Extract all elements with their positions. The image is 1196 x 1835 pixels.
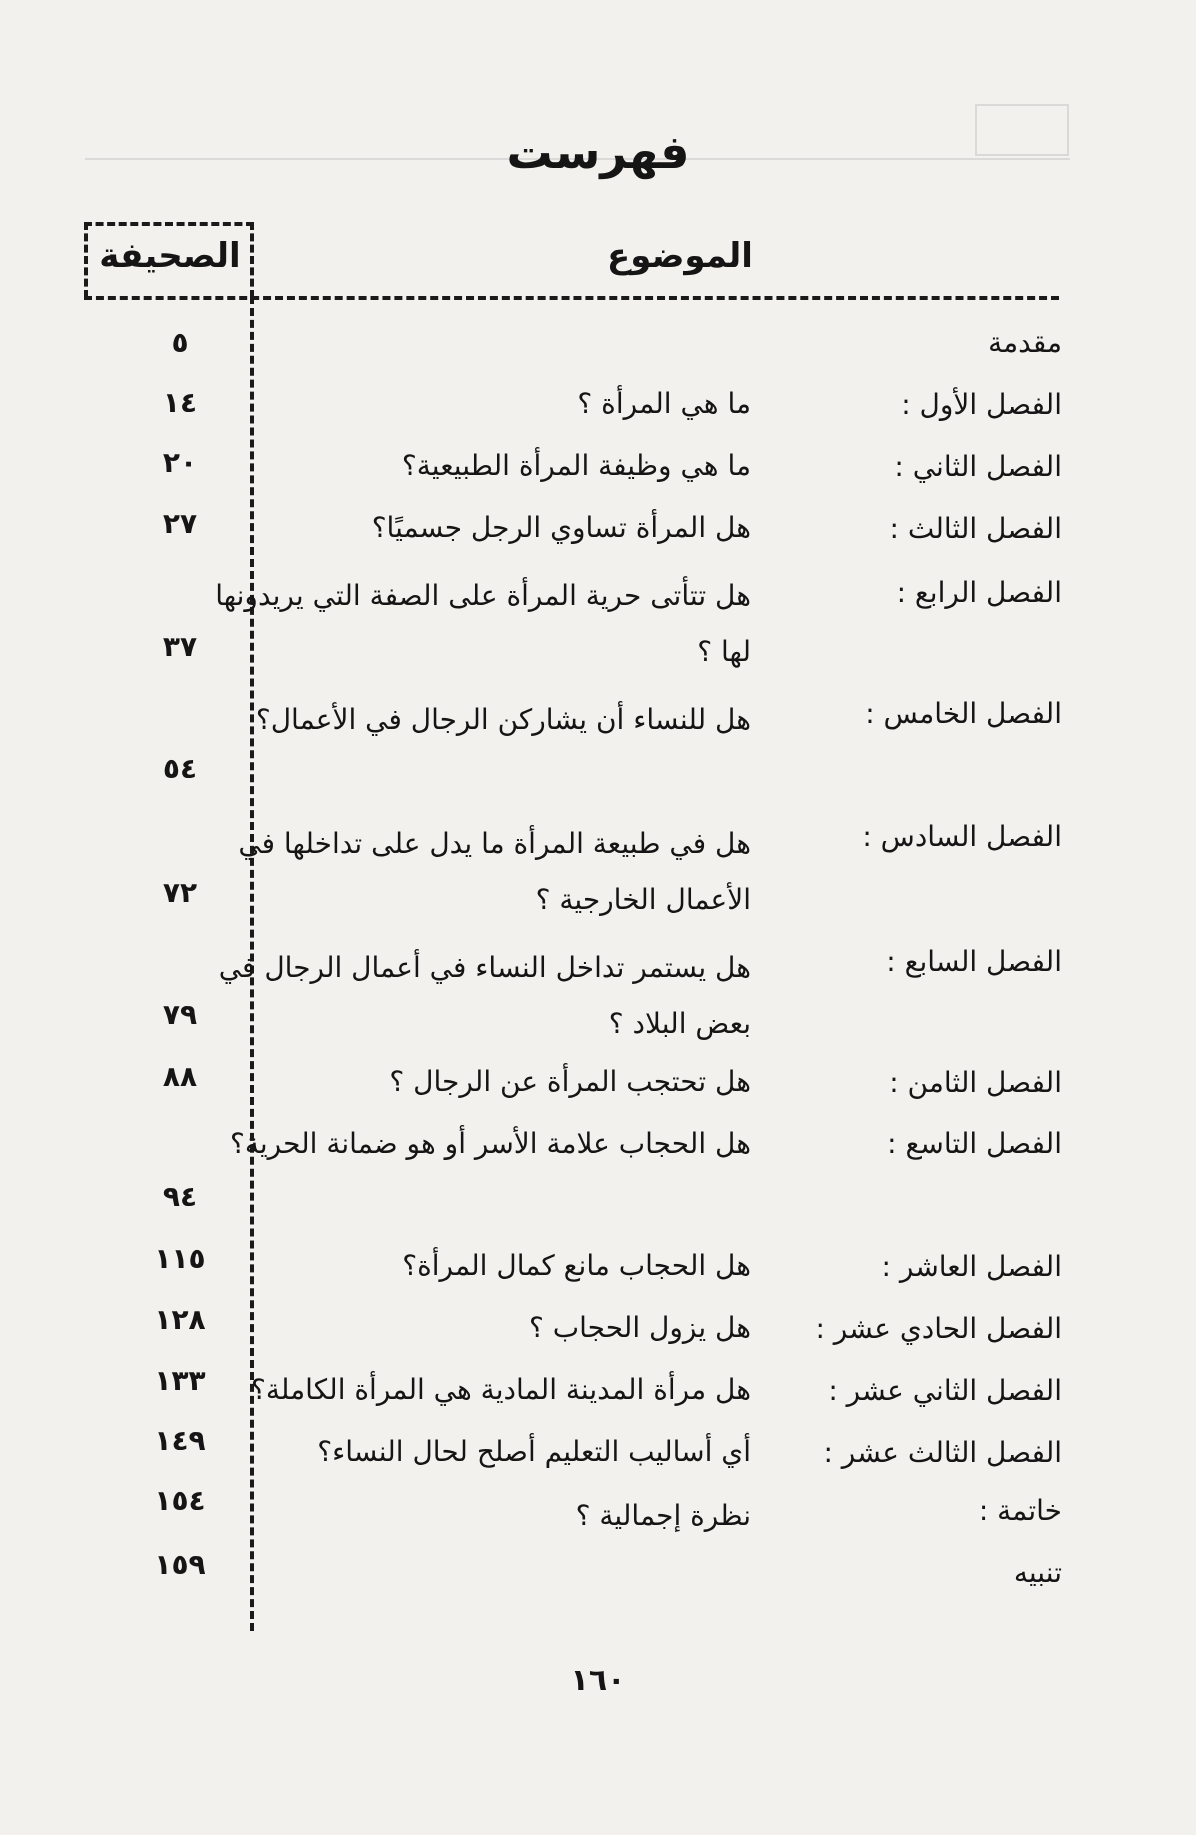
entry-page-number: ٢٧ (162, 507, 198, 540)
entry-topic: هل مرأة المدينة المادية هي المرأة الكاملة؟ (251, 1373, 751, 1406)
entry-page-number: ٣٧ (162, 630, 198, 663)
entry-label: خاتمة : (978, 1494, 1062, 1527)
entry-topic: هل الحجاب علامة الأسر أو هو ضمانة الحرية؟ (229, 1127, 751, 1160)
entry-label: الفصل التاسع : (887, 1127, 1062, 1160)
entry-page-number: ١٤٩ (154, 1424, 206, 1457)
entry-page-number: ٧٩ (162, 998, 198, 1031)
entry-label: الفصل السابع : (886, 945, 1062, 978)
entry-topic: هل تحتجب المرأة عن الرجال ؟ (389, 1065, 751, 1098)
entry-label: الفصل الثاني : (894, 450, 1062, 483)
entry-label: الفصل الثالث عشر : (823, 1436, 1062, 1469)
entry-page-number: ٨٨ (162, 1060, 198, 1093)
entry-label: الفصل العاشر : (881, 1250, 1062, 1283)
entry-label: الفصل الثالث : (889, 512, 1062, 545)
entry-topic: هل المرأة تساوي الرجل جسميًا؟ (371, 511, 751, 544)
entry-page-number: ٥٤ (162, 752, 198, 785)
entry-page-number: ٩٤ (162, 1180, 198, 1213)
entry-label: الفصل الثامن : (889, 1066, 1062, 1099)
entry-page-number: ٧٢ (162, 876, 198, 909)
entry-topic: هل تتأتى حرية المرأة على الصفة التي يريدونها لها ؟ (215, 579, 751, 668)
subject-column-heading: الموضوع (607, 236, 753, 276)
header-divider (84, 296, 1059, 300)
entry-page-number: ١٥٤ (154, 1484, 206, 1517)
entry-page-number: ٢٠ (162, 446, 198, 479)
entry-topic: هل يستمر تداخل النساء في أعمال الرجال في بعض البلاد ؟ (218, 951, 751, 1040)
entry-page-number: ١٢٨ (154, 1303, 206, 1336)
entry-page-number: ١٣٣ (154, 1364, 206, 1397)
entry-page-number: ٥ (171, 326, 189, 359)
entry-topic: هل في طبيعة المرأة ما يدل على تداخلها في الأعمال الخارجية ؟ (238, 827, 751, 916)
entry-label: الفصل الأول : (901, 388, 1062, 421)
entry-label: مقدمة (988, 326, 1062, 359)
entry-topic: هل يزول الحجاب ؟ (529, 1311, 751, 1344)
entry-page-number: ١٤ (162, 386, 198, 419)
entry-label: الفصل السادس : (862, 820, 1062, 853)
entry-label: الفصل الحادي عشر : (815, 1312, 1062, 1345)
entry-topic: نظرة إجمالية ؟ (575, 1499, 751, 1532)
entry-label: الفصل الخامس : (865, 697, 1062, 730)
entry-topic: هل الحجاب مانع كمال المرأة؟ (402, 1249, 751, 1282)
entry-topic: ما هي المرأة ؟ (577, 387, 751, 420)
page-title: فهرست (506, 125, 690, 179)
entry-label: الفصل الرابع : (896, 576, 1062, 609)
entry-page-number: ١١٥ (154, 1242, 206, 1275)
entry-label: تنبيه (1013, 1556, 1062, 1589)
entry-topic: هل للنساء أن يشاركن الرجال في الأعمال؟ (255, 703, 751, 736)
footer-page-number: ١٦٠ (570, 1663, 626, 1698)
entry-label: الفصل الثاني عشر : (828, 1374, 1062, 1407)
entry-page-number: ١٥٩ (154, 1548, 206, 1581)
page-column-heading: الصحيفة (99, 236, 241, 276)
entry-topic: أي أساليب التعليم أصلح لحال النساء؟ (317, 1435, 751, 1468)
entry-topic: ما هي وظيفة المرأة الطبيعية؟ (401, 449, 751, 482)
